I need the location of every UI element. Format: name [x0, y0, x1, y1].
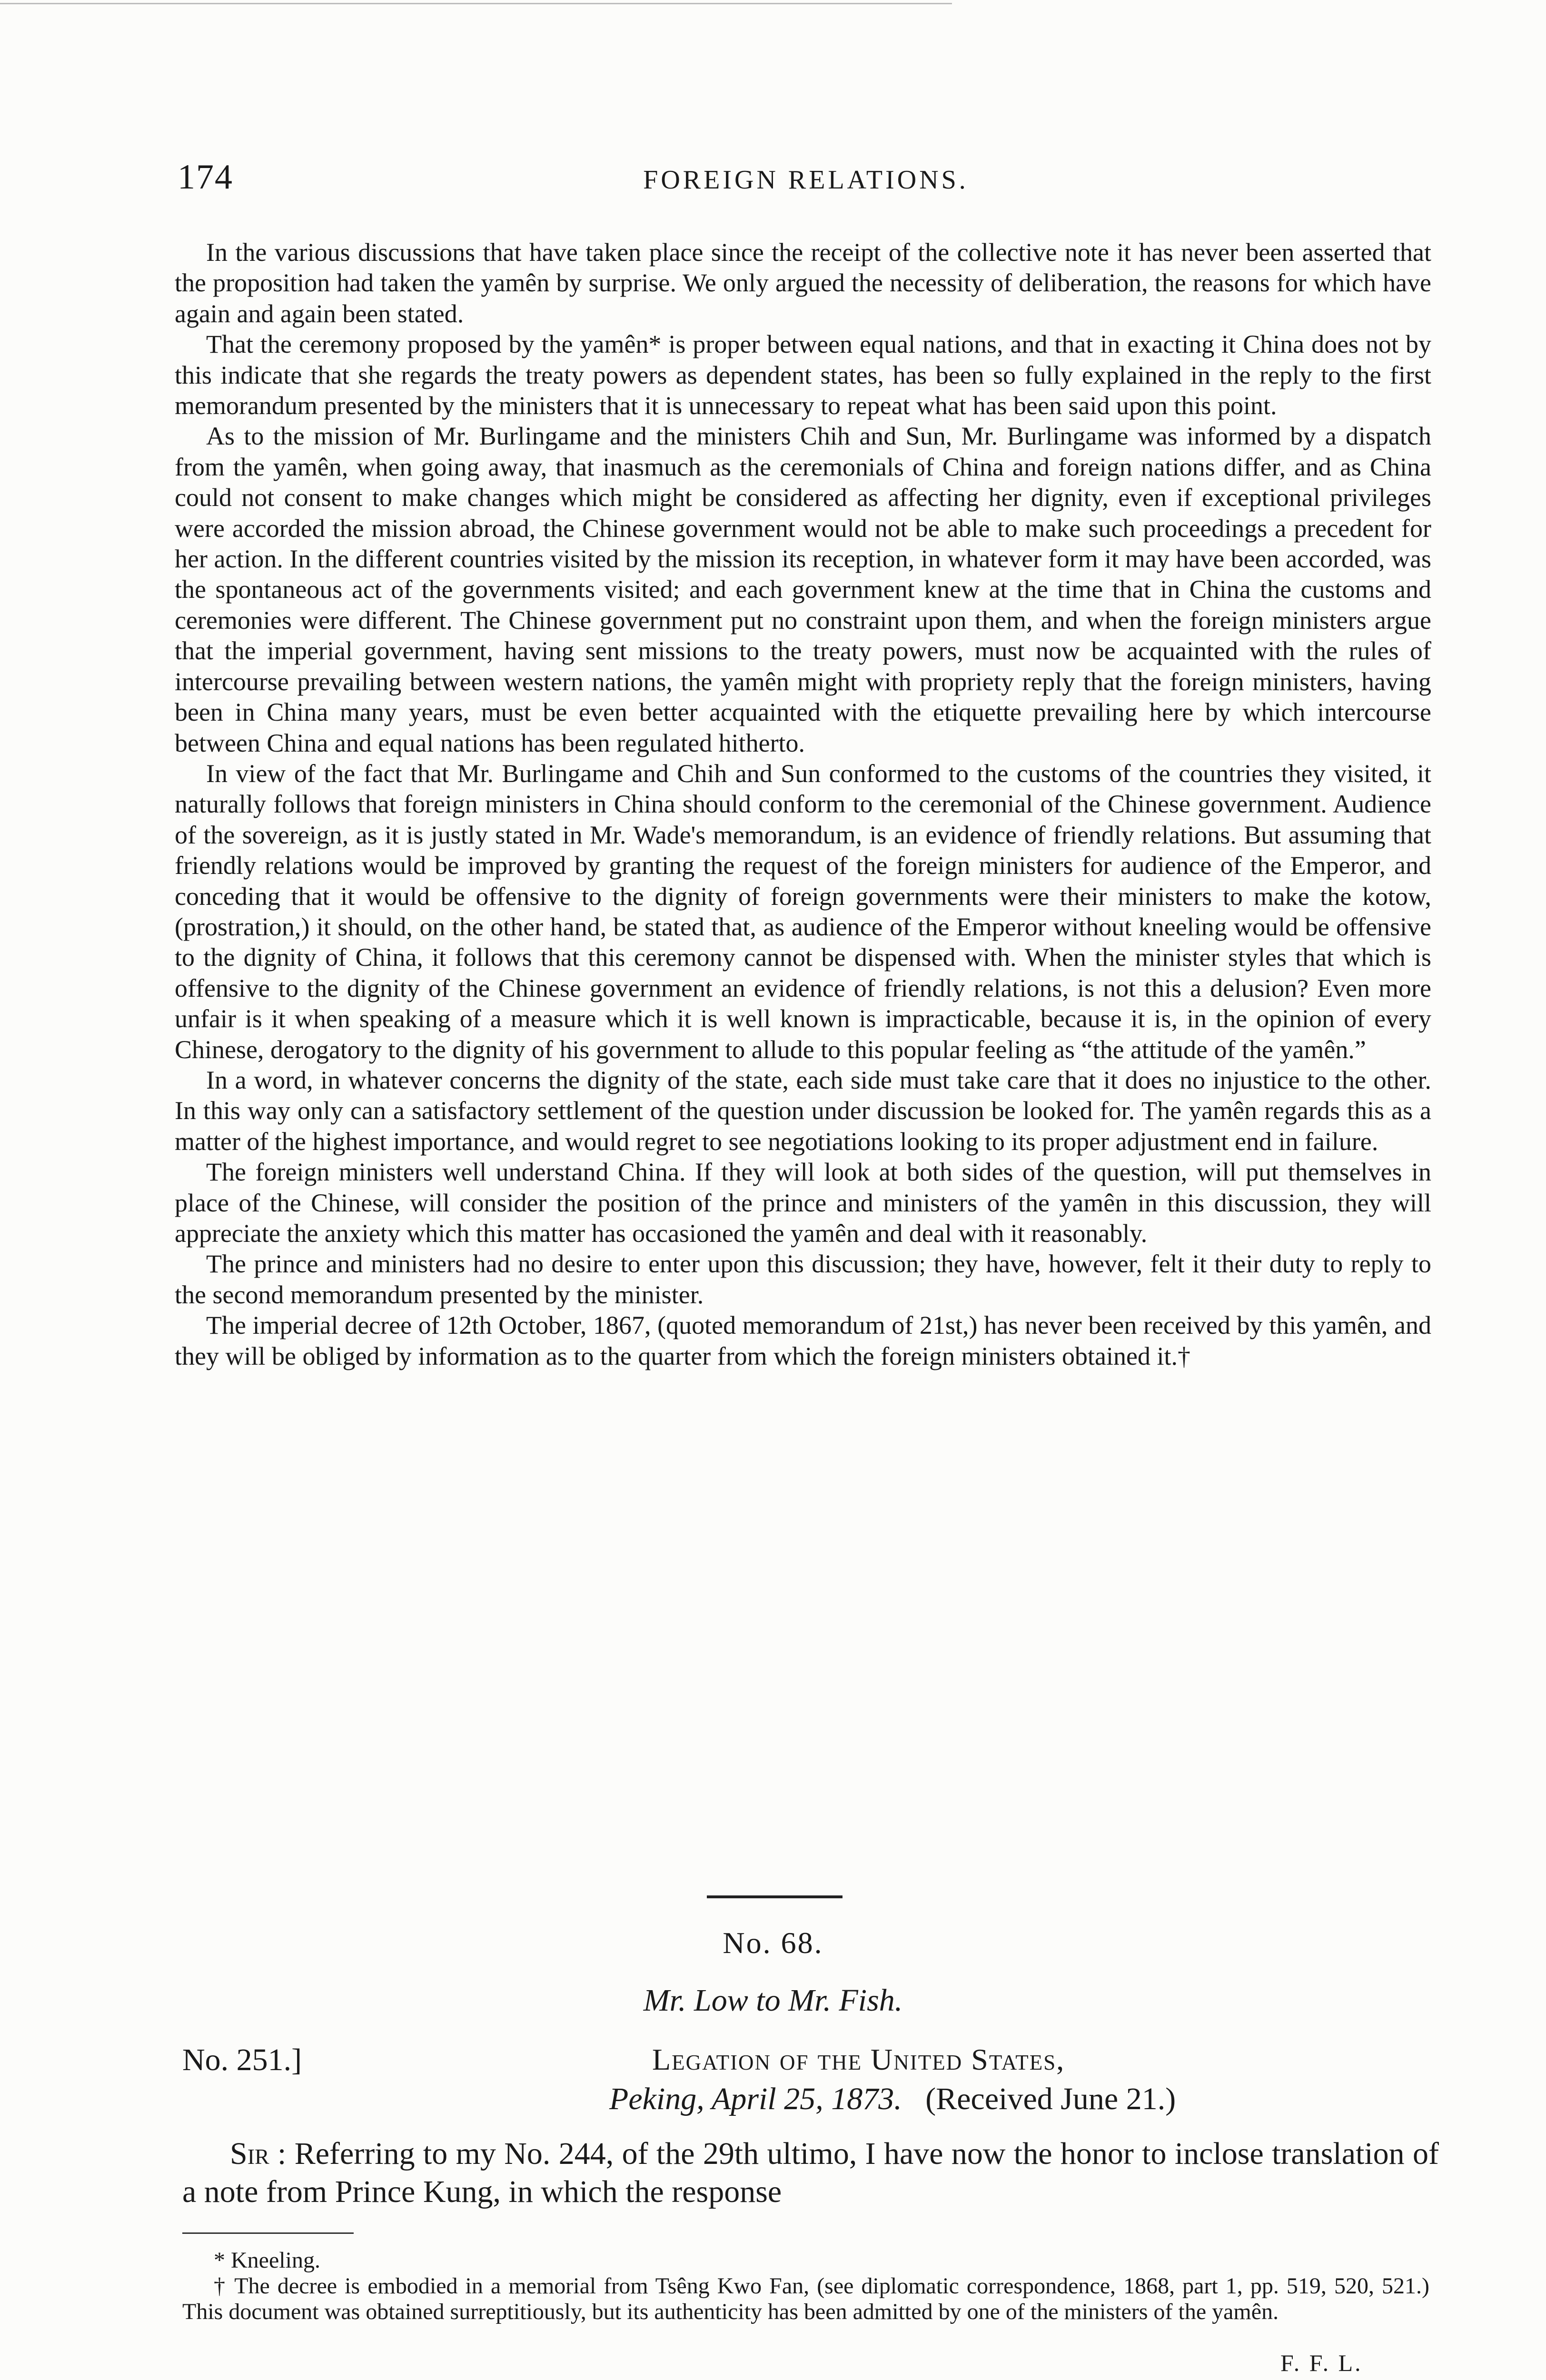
top-edge-rule — [0, 3, 952, 4]
dispatch-number: No. 251.] — [182, 2043, 302, 2077]
footnote: * Kneeling. — [214, 2248, 320, 2273]
paragraph: In the various discussions that have taken place since the receipt of the collective note it has never been asserted that the proposition had taken the yamên by surprise. We only argued the necessity of deliberation, the reasons for which have again and again been stated. — [175, 238, 1431, 328]
document-title: Mr. Low to Mr. Fish. — [643, 1983, 903, 2018]
paragraph: That the ceremony proposed by the yamên* is proper between equal nations, and that in exacting it China does not by this indicate that she regards the treaty powers as dependent states, has been so fully explained in the reply to the first memorandum presented by the ministers that it is unnecessary to repeat what has been said upon this point. — [175, 330, 1431, 420]
paragraph: As to the mission of Mr. Burlingame and the ministers Chih and Sun, Mr. Burlingame was informed by a dispatch from the yamên, when going away, that inasmuch as the ceremonials of China and foreign nations differ, and as China could not consent to make changes which might be considered as affecting her dignity, even if exceptional privileges were accorded the mission abroad, the Chinese government would not be able to make such proceedings a precedent for her action. In the different countries visited by the mission its reception, in whatever form it may have been accorded, was the spontaneous act of the governments visited; and each government knew at the time that in China the customs and ceremonies were different. The Chinese government put no constraint upon them, and when the foreign ministers argue that the imperial government, having sent missions to the treaty powers, must now be acquainted with the rules of intercourse prevailing between western nations, the yamên might with propriety reply that the foreign ministers, having been in China many years, must be even better acquainted with the etiquette prevailing here by which intercourse between China and equal nations has been regulated hitherto. — [175, 422, 1431, 757]
dateline — [609, 2081, 1395, 2117]
paragraph: The prince and ministers had no desire to enter upon this discussion; they have, however, felt it their duty to reply to the second memorandum presented by the minister. — [175, 1250, 1431, 1309]
paragraph: The imperial decree of 12th October, 1867, (quoted memorandum of 21st,) has never been received by this yamên, and they will be obliged by information as to the quarter from which the foreign ministers obtained it.† — [175, 1311, 1431, 1370]
page-header — [178, 157, 1434, 209]
footnote: † The decree is embodied in a memorial from Tsêng Kwo Fan, (see diplomatic correspondence, 1868, part 1, pp. 519, 520, 521.) This document was obtained surreptitiously, but its authenticity has been admitted by one of the ministers of the yamên. — [182, 2273, 1429, 2324]
place-date: Peking, April 25, 1873. — [609, 2082, 902, 2116]
received-date: (Received June 21.) — [925, 2082, 1176, 2116]
running-head: FOREIGN RELATIONS. — [643, 165, 969, 195]
signature-initials: F. F. L. — [1280, 2350, 1363, 2376]
footnotes — [182, 2248, 1429, 2325]
main-text — [175, 237, 1431, 1371]
paragraph: In view of the fact that Mr. Burlingame and Chih and Sun conformed to the customs of the countries they visited, it naturally follows that foreign ministers in China should conform to the ceremonial of the Chinese government. Audience of the sovereign, as it is justly stated in Mr. Wade's memorandum, is an evidence of friendly relations. But assuming that friendly relations would be improved by granting the request of the foreign ministers for audience of the Emperor, and conceding that it would be offensive to the dignity of foreign governments were their ministers to make the kotow, (prostration,) it should, on the other hand, be stated that, as audience of the Emperor without kneeling would be offensive to the dignity of China, it follows that this ceremony cannot be dispensed with. When the minister styles that which is offensive to the dignity of the Chinese government an evidence of friendly relations, is not this a delusion? Even more unfair is it when speaking of a measure which it is well known is impracticable, because it is, in the opinion of every Chinese, derogatory to the dignity of his government to allude to this popular feeling as “the attitude of the yamên.” — [175, 759, 1431, 1064]
letter-text: Referring to my No. 244, of the 29th ultimo, I have now the honor to inclose translation of a note from Prince Kung, in which the response — [182, 2136, 1439, 2209]
document-number: No. 68. — [723, 1926, 823, 1960]
paragraph: The foreign ministers well understand China. If they will look at both sides of the question, will put themselves in place of the Chinese, will consider the position of the prince and ministers of the yamên in this discussion, they will appreciate the anxiety which this matter has occasioned the yamên and deal with it reasonably. — [175, 1158, 1431, 1248]
section-divider — [707, 1895, 842, 1898]
letter-opening — [182, 2135, 1439, 2211]
paragraph: In a word, in whatever concerns the dignity of the state, each side must take care that it does no injustice to the other. In this way only can a satisfactory settlement of the question under discussion be looked for. The yamên regards this as a matter of the highest importance, and would regret to see negotiations looking to its proper adjustment end in failure. — [175, 1065, 1431, 1156]
legation-line: Legation of the United States, — [652, 2043, 1065, 2076]
footnote-rule — [182, 2232, 354, 2234]
page-number: 174 — [178, 158, 233, 197]
salutation: Sir : — [230, 2136, 287, 2171]
